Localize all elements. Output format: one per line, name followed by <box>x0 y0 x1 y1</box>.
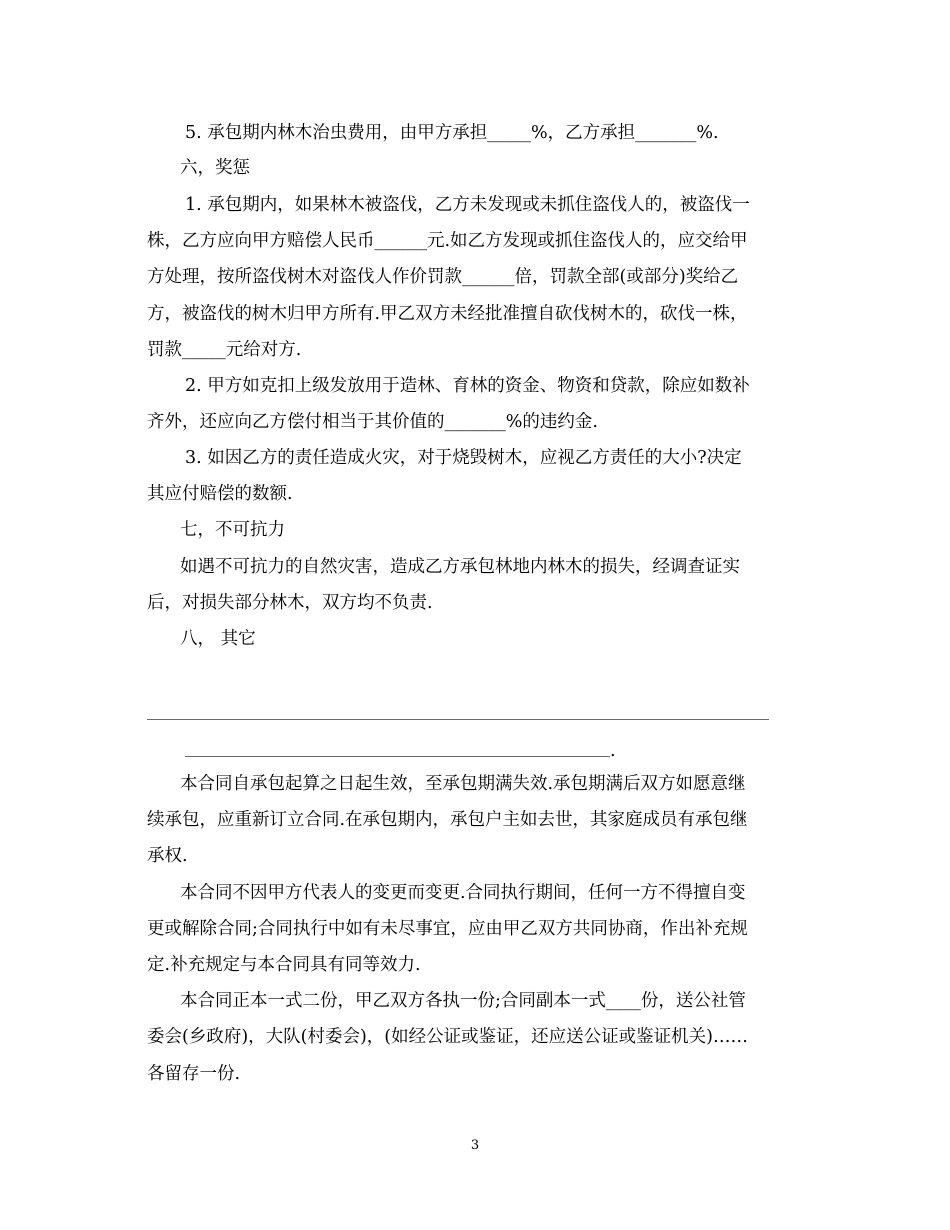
clause-1-line-3: 方处理，按所盗伐树木对盗伐人作价罚款______倍，罚款全部(或部分)奖给乙 <box>147 267 739 287</box>
copies-clause-line-3: 各留存一份. <box>147 1064 241 1084</box>
change-clause-line-3: 定.补充规定与本合同具有同等效力. <box>147 955 421 975</box>
page-number: 3 <box>470 1138 480 1153</box>
section-6-heading: 六，奖惩 <box>180 158 250 178</box>
force-majeure-line-1: 如遇不可抗力的自然灾害，造成乙方承包林地内林木的损失，经调查证实 <box>180 557 740 577</box>
blank-fill-line-2 <box>185 756 610 757</box>
copies-clause-line-1: 本合同正本一式二份，甲乙双方各执一份;合同副本一式____份，送公社管 <box>180 991 746 1011</box>
effective-clause-line-2: 续承包，应重新订立合同.在承包期内，承包户主如去世，其家庭成员有承包继 <box>147 810 748 830</box>
copies-clause-line-2: 委会(乡政府)，大队(村委会)，(如经公证或鉴证，还应送公证或鉴证机关)…… <box>147 1027 748 1047</box>
clause-5-pest-control: 5. 承包期内林木治虫费用，由甲方承担_____%，乙方承担_______%. <box>185 123 719 143</box>
clause-3-line-1: 3. 如因乙方的责任造成火灾，对于烧毁树木，应视乙方责任的大小?决定 <box>185 448 742 468</box>
effective-clause-line-1: 本合同自承包起算之日起生效，至承包期满失效.承包期满后双方如愿意继 <box>180 774 746 794</box>
force-majeure-line-2: 后，对损失部分林木，双方均不负责. <box>147 593 433 613</box>
clause-1-line-4: 方，被盗伐的树木归甲方所有.甲乙双方未经批准擅自砍伐树木的，砍伐一株， <box>147 304 748 324</box>
change-clause-line-1: 本合同不因甲方代表人的变更而变更.合同执行期间，任何一方不得擅自变 <box>180 883 746 903</box>
clause-2-line-1: 2. 甲方如克扣上级发放用于造林、育林的资金、物资和贷款，除应如数补 <box>185 376 750 396</box>
section-8-heading: 八， 其它 <box>180 629 256 649</box>
clause-3-line-2: 其应付赔偿的数额. <box>147 484 293 504</box>
change-clause-line-2: 更或解除合同;合同执行中如有未尽事宜，应由甲乙双方共同协商，作出补充规 <box>147 919 748 939</box>
blank-fill-line-1 <box>147 719 769 720</box>
clause-1-line-1: 1. 承包期内，如果林木被盗伐，乙方未发现或未抓住盗伐人的，被盗伐一 <box>185 195 750 215</box>
clause-1-line-2: 株，乙方应向甲方赔偿人民币______元.如乙方发现或抓住盗伐人的，应交给甲 <box>147 231 748 251</box>
effective-clause-line-3: 承权. <box>147 846 188 866</box>
section-7-heading: 七，不可抗力 <box>180 520 285 540</box>
blank-fill-period: . <box>610 741 616 761</box>
clause-2-line-2: 齐外，还应向乙方偿付相当于其价值的_______%的违约金. <box>147 412 598 432</box>
clause-1-line-5: 罚款_____元给对方. <box>147 340 302 360</box>
